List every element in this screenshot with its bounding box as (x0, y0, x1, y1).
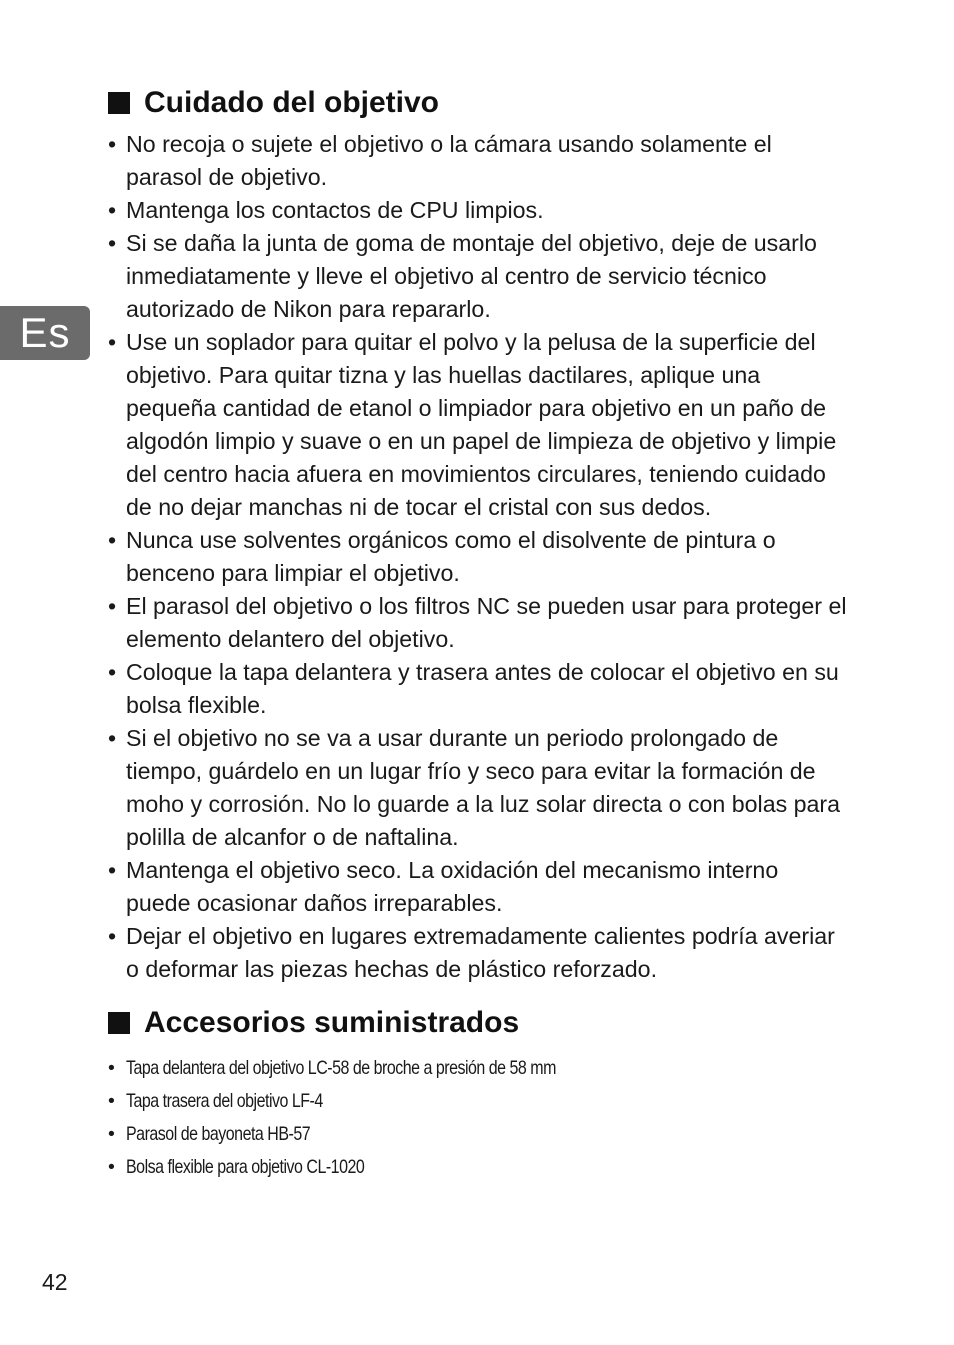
accessories-title: Accesorios suministrados (144, 1006, 520, 1039)
bullet-icon: • (108, 659, 117, 685)
accessories-list (108, 1052, 848, 1184)
bullet-icon: • (108, 329, 117, 355)
bullet-icon: • (108, 923, 117, 949)
list-item (108, 854, 848, 920)
bullet-icon: • (108, 593, 117, 619)
language-tab-label: Es (19, 309, 71, 356)
list-item (108, 1085, 848, 1118)
language-tab (0, 306, 90, 360)
lens-care-section (108, 80, 848, 986)
list-item (108, 128, 848, 194)
list-item-text: Si el objetivo no se va a usar durante un periodo prolongado de tiempo, guárdelo en un lugar frío y seco para evitar la formación de moho y corrosión. No lo guarde a la luz solar directa o con bolas para polilla de alcanfor o de naftalina. (126, 725, 841, 850)
list-item (108, 227, 848, 326)
list-item-text: Mantenga los contactos de CPU limpios. (126, 197, 544, 223)
page-number: 42 (42, 1269, 68, 1295)
accessories-heading (108, 1000, 848, 1046)
lens-care-list (108, 128, 848, 986)
list-item-text: Si se daña la junta de goma de montaje del objetivo, deje de usarlo inmediatamente y lleve el objetivo al centro de servicio técnico autorizado de Nikon para repararlo. (126, 230, 817, 322)
list-item-text: Use un soplador para quitar el polvo y la pelusa de la superficie del objetivo. Para quitar tizna y las huellas dactilares, aplique una pequeña cantidad de etanol o limpiador para objetivo en un paño de algodón limpio y suave o en un papel de limpieza de objetivo y limpie del centro hacia afuera en movimientos circulares, teniendo cuidado de no dejar manchas ni de tocar el cristal con sus dedos. (126, 329, 837, 520)
list-item-text: Coloque la tapa delantera y trasera antes de colocar el objetivo en su bolsa flexible. (126, 659, 839, 718)
page-content (108, 80, 848, 1184)
list-item (108, 326, 848, 524)
bullet-icon: • (108, 725, 117, 751)
list-item-text: Parasol de bayoneta HB-57 (126, 1123, 311, 1145)
lens-care-title: Cuidado del objetivo (144, 86, 440, 119)
list-item (108, 1052, 848, 1085)
bullet-icon: • (108, 197, 117, 223)
bullet-icon: • (108, 857, 117, 883)
list-item-text: No recoja o sujete el objetivo o la cámara usando solamente el parasol de objetivo. (126, 131, 772, 190)
bullet-icon: • (108, 1156, 115, 1178)
lens-care-heading (108, 80, 848, 126)
bullet-icon: • (108, 1090, 115, 1112)
list-item-text: Bolsa flexible para objetivo CL-1020 (126, 1156, 365, 1178)
list-item (108, 722, 848, 854)
list-item-text: El parasol del objetivo o los filtros NC se pueden usar para proteger el elemento delantero del objetivo. (126, 593, 847, 652)
list-item (108, 524, 848, 590)
bullet-icon: • (108, 230, 117, 256)
bullet-icon: • (108, 131, 117, 157)
bullet-icon: • (108, 527, 117, 553)
list-item-text: Nunca use solventes orgánicos como el disolvente de pintura o benceno para limpiar el objetivo. (126, 527, 776, 586)
list-item-text: Tapa delantera del objetivo LC-58 de broche a presión de 58 mm (126, 1057, 556, 1079)
list-item (108, 1118, 848, 1151)
square-bullet-icon (108, 92, 130, 114)
list-item (108, 656, 848, 722)
list-item (108, 194, 848, 227)
bullet-icon: • (108, 1123, 115, 1145)
list-item (108, 920, 848, 986)
bullet-icon: • (108, 1057, 115, 1079)
list-item-text: Tapa trasera del objetivo LF-4 (126, 1090, 323, 1112)
list-item-text: Dejar el objetivo en lugares extremadamente calientes podría averiar o deformar las piezas hechas de plástico reforzado. (126, 923, 835, 982)
list-item (108, 590, 848, 656)
list-item (108, 1151, 848, 1184)
square-bullet-icon (108, 1012, 130, 1034)
accessories-section (108, 1000, 848, 1184)
list-item-text: Mantenga el objetivo seco. La oxidación del mecanismo interno puede ocasionar daños irreparables. (126, 857, 779, 916)
